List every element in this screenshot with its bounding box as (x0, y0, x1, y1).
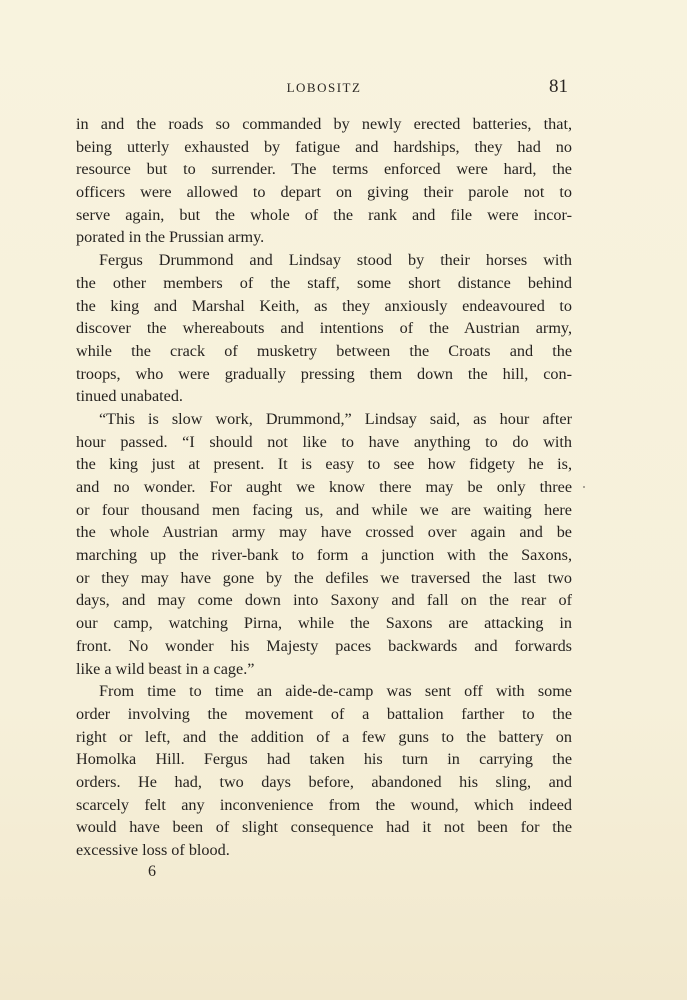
text-line: tinued unabated. (76, 387, 183, 406)
running-title: LOBOSITZ (286, 80, 362, 95)
text-line: or four thousand men facing us, and while we are waiting here (76, 500, 572, 519)
text-line: hour passed. “I should not like to have anything to do with (76, 432, 572, 451)
running-head (76, 76, 572, 98)
text-line: scarcely felt any inconvenience from the wound, which indeed (76, 795, 572, 814)
text-line: days, and may come down into Saxony and fall on the rear of (76, 591, 572, 610)
text-line: order involving the movement of a battalion farther to the (76, 704, 572, 723)
text-line: or they may have gone by the defiles we traversed the last two (76, 568, 572, 587)
paper-speck (583, 486, 585, 488)
text-line: would have been of slight consequence had it not been for the (76, 818, 572, 837)
text-line: discover the whereabouts and intentions of the Austrian army, (76, 319, 572, 338)
body-text (76, 113, 572, 862)
text-line: resource but to surrender. The terms enforced were hard, the (76, 160, 572, 179)
page-number: 81 (549, 76, 568, 97)
text-line: Fergus Drummond and Lindsay stood by their horses with (99, 251, 572, 270)
text-line: the whole Austrian army may have crossed over again and be (76, 523, 572, 542)
text-line: while the crack of musketry between the Croats and the (76, 341, 572, 360)
text-line: and no wonder. For aught we know there may be only three (76, 478, 572, 496)
text-line: Homolka Hill. Fergus had taken his turn in carrying the (76, 750, 572, 769)
text-line: front. No wonder his Majesty paces backwards and forwards (76, 636, 572, 655)
text-line: excessive loss of blood. (76, 841, 230, 859)
text-line: orders. He had, two days before, abandoned his sling, and (76, 772, 572, 791)
text-line: serve again, but the whole of the rank and file were incor- (76, 205, 572, 224)
text-line: officers were allowed to depart on giving their parole not to (76, 183, 572, 202)
text-line: being utterly exhausted by fatigue and hardships, they had no (76, 137, 572, 156)
text-line: right or left, and the addition of a few guns to the battery on (76, 727, 572, 746)
text-line: troops, who were gradually pressing them down the hill, con- (76, 364, 572, 383)
text-line: the king just at present. It is easy to see how fidgety he is, (76, 455, 572, 474)
signature-mark: 6 (148, 863, 156, 880)
text-line: like a wild beast in a cage.” (76, 659, 255, 678)
text-line: the other members of the staff, some short distance behind (76, 273, 572, 292)
text-line: From time to time an aide-de-camp was sent off with some (99, 682, 572, 701)
text-line: our camp, watching Pirna, while the Saxons are attacking in (76, 614, 572, 633)
text-line: the king and Marshal Keith, as they anxiously endeavoured to (76, 296, 572, 315)
text-line: marching up the river-bank to form a junction with the Saxons, (76, 546, 572, 565)
text-line: “This is slow work, Drummond,” Lindsay said, as hour after (99, 409, 572, 428)
text-line: porated in the Prussian army. (76, 228, 265, 247)
text-line: in and the roads so commanded by newly erected batteries, that, (76, 115, 572, 133)
